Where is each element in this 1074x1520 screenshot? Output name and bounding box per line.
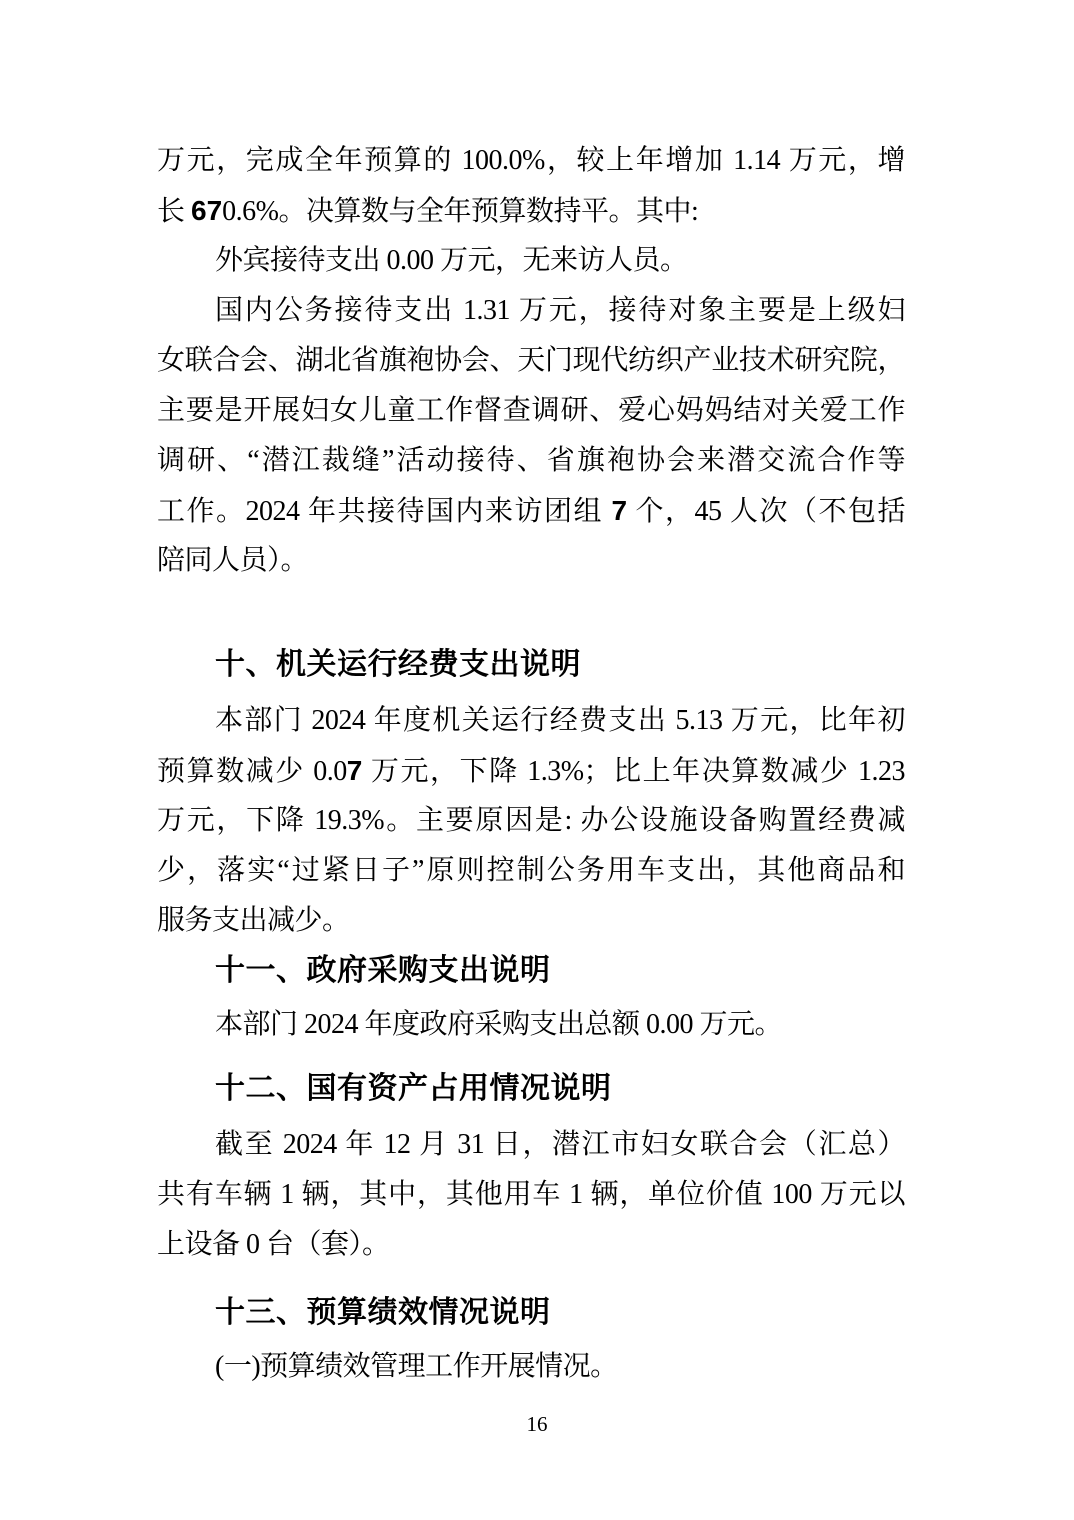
text-run: 陪同人员）。	[157, 545, 309, 576]
text-line	[157, 896, 905, 946]
paragraph	[157, 1120, 905, 1270]
text-run: 个，45 人次（不包括	[627, 496, 905, 527]
paragraph	[157, 1000, 905, 1050]
section-heading: 十三、预算绩效情况说明	[215, 1296, 551, 1329]
alt-number-run: 67	[191, 195, 223, 226]
text-line	[157, 486, 905, 536]
text-line	[157, 1120, 905, 1170]
text-run: (一)预算绩效管理工作开展情况。	[215, 1351, 618, 1382]
text-run: 上设备 0 台（套）。	[157, 1229, 390, 1260]
paragraph	[157, 136, 905, 236]
text-line	[157, 286, 905, 336]
alt-number-run: 7	[346, 755, 363, 786]
text-run: 外宾接待支出 0.00 万元，无来访人员。	[215, 245, 688, 276]
text-line	[157, 336, 905, 386]
text-run: 工作。2024 年共接待国内来访团组	[157, 496, 612, 527]
text-line	[157, 236, 905, 286]
text-line	[157, 846, 905, 896]
text-line	[157, 1000, 905, 1050]
text-run: 万元，完成全年预算的 100.0%，较上年增加 1.14 万元，增	[157, 145, 905, 176]
text-line	[157, 436, 905, 486]
text-run: 本部门 2024 年度机关运行经费支出 5.13 万元，比年初	[215, 705, 905, 736]
paragraph	[157, 286, 905, 586]
text-line	[157, 536, 905, 586]
text-line	[157, 1342, 905, 1392]
text-run: 服务支出减少。	[157, 905, 350, 936]
text-line	[157, 186, 905, 236]
text-run: 万元，下降 19.3%。主要原因是: 办公设施设备购置经费减	[157, 805, 905, 836]
text-line	[157, 386, 905, 436]
text-run: 少，落实“过紧日子”原则控制公务用车支出，其他商品和	[157, 855, 905, 886]
text-run: 长	[157, 196, 192, 227]
alt-number-run: 7	[611, 495, 628, 526]
document-body	[157, 136, 905, 1392]
paragraph	[157, 236, 905, 286]
text-line	[157, 696, 905, 746]
text-line	[157, 136, 905, 186]
section-heading: 十、机关运行经费支出说明	[215, 648, 581, 681]
section-heading: 十一、政府采购支出说明	[215, 954, 551, 987]
text-line	[157, 796, 905, 846]
paragraph	[157, 696, 905, 946]
text-run: 本部门 2024 年度政府采购支出总额 0.00 万元。	[215, 1009, 783, 1040]
section-heading: 十二、国有资产占用情况说明	[215, 1072, 612, 1105]
text-run: 女联合会、湖北省旗袍协会、天门现代纺织产业技术研究院，	[157, 345, 905, 376]
text-run: 截至 2024 年 12 月 31 日，潜江市妇女联合会（汇总）	[215, 1129, 905, 1160]
page-number: 16	[526, 1412, 548, 1436]
text-run: 主要是开展妇女儿童工作督查调研、爱心妈妈结对关爱工作	[157, 395, 905, 426]
text-run: 预算数减少 0.0	[157, 756, 347, 787]
text-run: 调研、“潜江裁缝”活动接待、省旗袍协会来潜交流合作等	[157, 445, 905, 476]
paragraph	[157, 1342, 905, 1392]
text-line	[157, 1220, 905, 1270]
text-line	[157, 1170, 905, 1220]
text-run: 0.6%。决算数与全年预算数持平。其中:	[222, 196, 699, 227]
text-run: 国内公务接待支出 1.31 万元，接待对象主要是上级妇	[215, 295, 905, 326]
text-line	[157, 746, 905, 796]
text-run: 共有车辆 1 辆，其中，其他用车 1 辆，单位价值 100 万元以	[157, 1179, 905, 1210]
text-run: 万元，下降 1.3%；比上年决算数减少 1.23	[362, 756, 905, 787]
